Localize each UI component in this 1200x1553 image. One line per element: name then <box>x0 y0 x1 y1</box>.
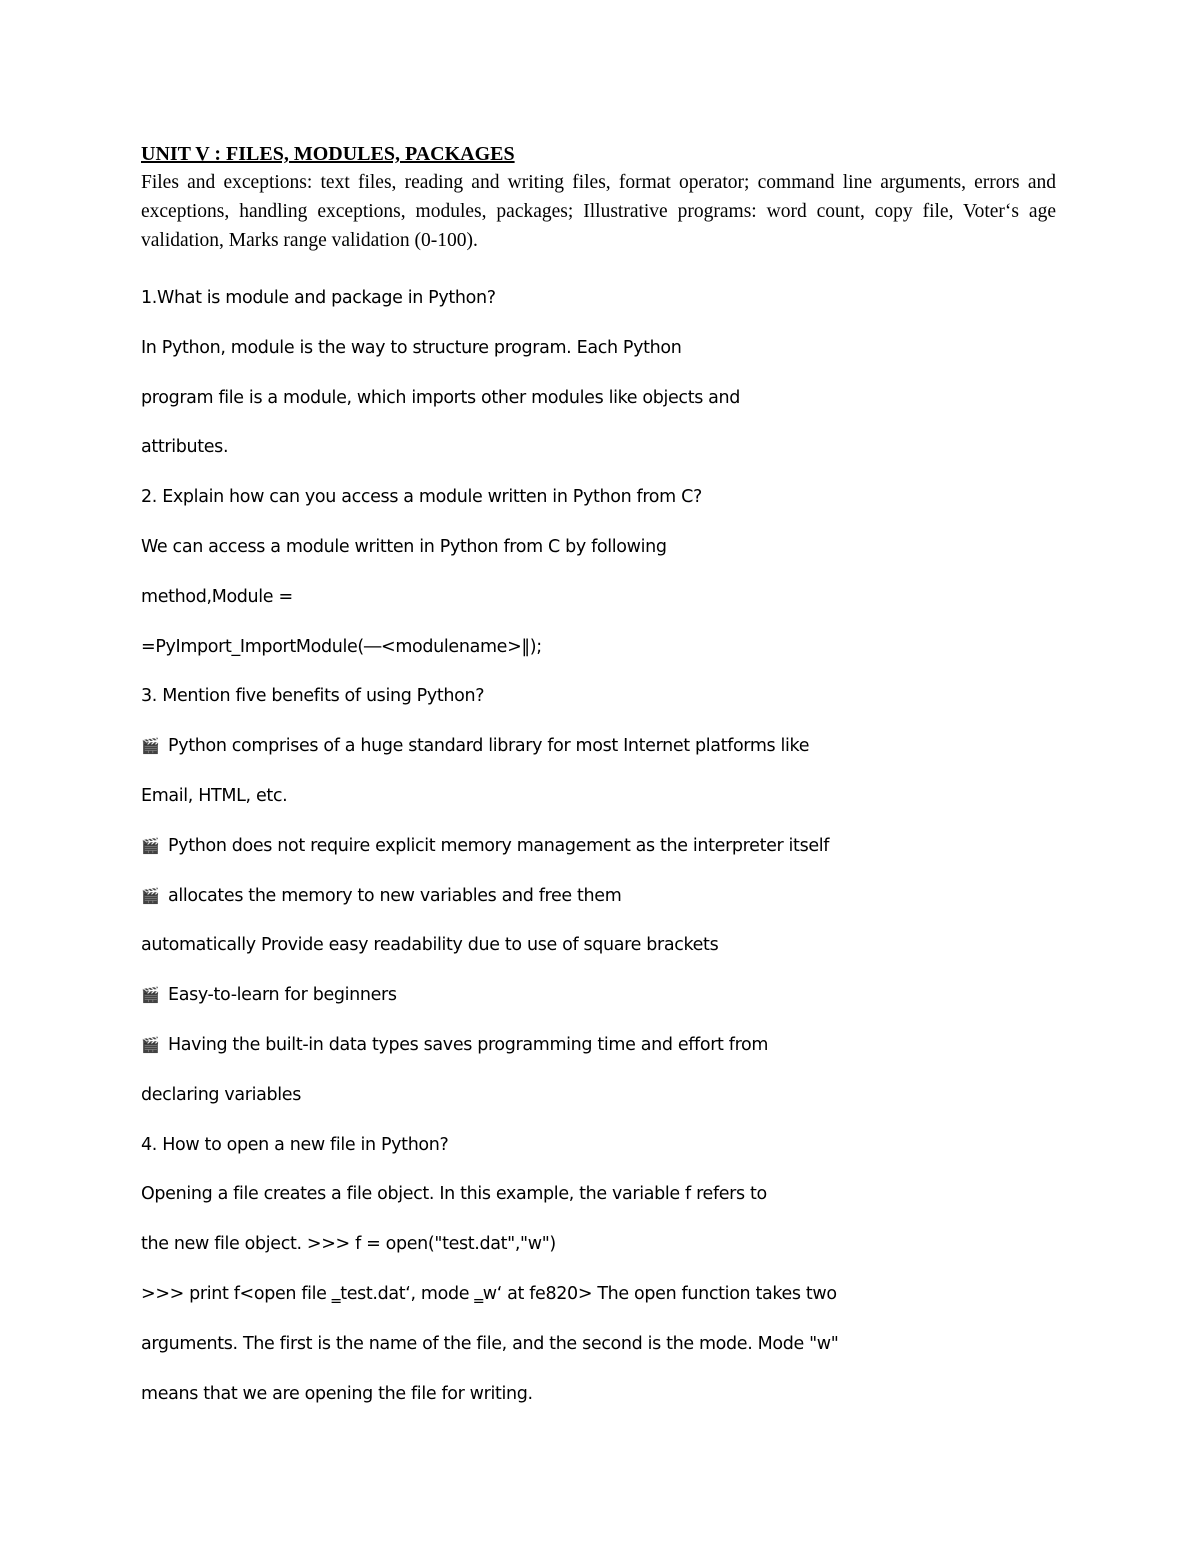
unit-title: UNIT V : FILES, MODULES, PACKAGES <box>141 143 515 165</box>
text-line <box>141 1382 533 1406</box>
text-line <box>141 535 667 559</box>
line-text: method,Module = <box>141 586 293 607</box>
unit-syllabus: Files and exceptions: text files, reading and writing files, format operator; command line arguments, errors and exceptions, handling exceptions, modules, packages; Illustrative programs: word count, copy file, Voter‘s age validation, Marks range validation (0-100). <box>141 172 1056 251</box>
text-line <box>141 386 740 410</box>
line-text: Python comprises of a huge standard library for most Internet platforms like <box>168 736 810 757</box>
bullet-item <box>141 734 809 758</box>
clapperboard-bullet-icon: 🎬 <box>141 737 160 756</box>
line-text: 4. How to open a new file in Python? <box>141 1134 449 1155</box>
clapperboard-bullet-icon: 🎬 <box>141 886 160 905</box>
text-line <box>141 1282 837 1306</box>
line-text: Having the built-in data types saves programming time and effort from <box>168 1035 769 1055</box>
line-text: Easy-to-learn for beginners <box>168 985 397 1006</box>
text-line <box>141 1083 301 1107</box>
clapperboard-bullet-icon: 🎬 <box>141 836 160 855</box>
line-text: In Python, module is the way to structure program. Each Python <box>141 337 682 358</box>
bullet-item <box>141 983 397 1007</box>
line-text: declaring variables <box>141 1084 301 1105</box>
clapperboard-bullet-icon: 🎬 <box>141 1036 160 1054</box>
text-line <box>141 933 718 957</box>
line-text: Python does not require explicit memory management as the interpreter itself <box>168 835 830 856</box>
unit-header <box>141 140 1056 255</box>
line-text: arguments. The first is the name of the file, and the second is the mode. Mode "w" <box>141 1333 839 1354</box>
text-line <box>141 684 484 708</box>
bullet-item <box>141 834 829 858</box>
line-text: attributes. <box>141 437 229 458</box>
line-text: 1.What is module and package in Python? <box>141 288 496 308</box>
text-line <box>141 1133 448 1157</box>
line-text: means that we are opening the file for writing. <box>141 1383 533 1404</box>
bullet-item <box>141 884 621 908</box>
text-line <box>141 1232 556 1256</box>
text-line <box>141 435 228 459</box>
line-text: Opening a file creates a file object. In this example, the variable f refers to <box>141 1184 767 1205</box>
line-text: >>> print f<open file ‗test.dat‘, mode ‗w‘ at fe820> The open function takes two <box>141 1284 837 1304</box>
text-line <box>141 485 702 509</box>
text-line <box>141 1182 767 1206</box>
text-line <box>141 585 293 609</box>
text-line <box>141 1332 838 1356</box>
text-line <box>141 286 496 310</box>
line-text: the new file object. >>> f = open("test.dat","w") <box>141 1234 556 1255</box>
text-line <box>141 784 287 808</box>
line-text: allocates the memory to new variables and free them <box>168 885 622 906</box>
line-text: automatically Provide easy readability due to use of square brackets <box>141 935 719 956</box>
line-text: =PyImport_ImportModule(―<modulename>‖); <box>141 636 542 657</box>
line-text: We can access a module written in Python from C by following <box>141 537 667 557</box>
text-line <box>141 635 542 659</box>
line-text: 2. Explain how can you access a module written in Python from C? <box>141 487 702 508</box>
line-text: 3. Mention five benefits of using Python? <box>141 686 485 707</box>
line-text: Email, HTML, etc. <box>141 786 288 806</box>
line-text: program file is a module, which imports other modules like objects and <box>141 387 741 408</box>
bullet-item <box>141 1033 768 1057</box>
clapperboard-bullet-icon: 🎬 <box>141 986 160 1005</box>
text-line <box>141 336 681 360</box>
